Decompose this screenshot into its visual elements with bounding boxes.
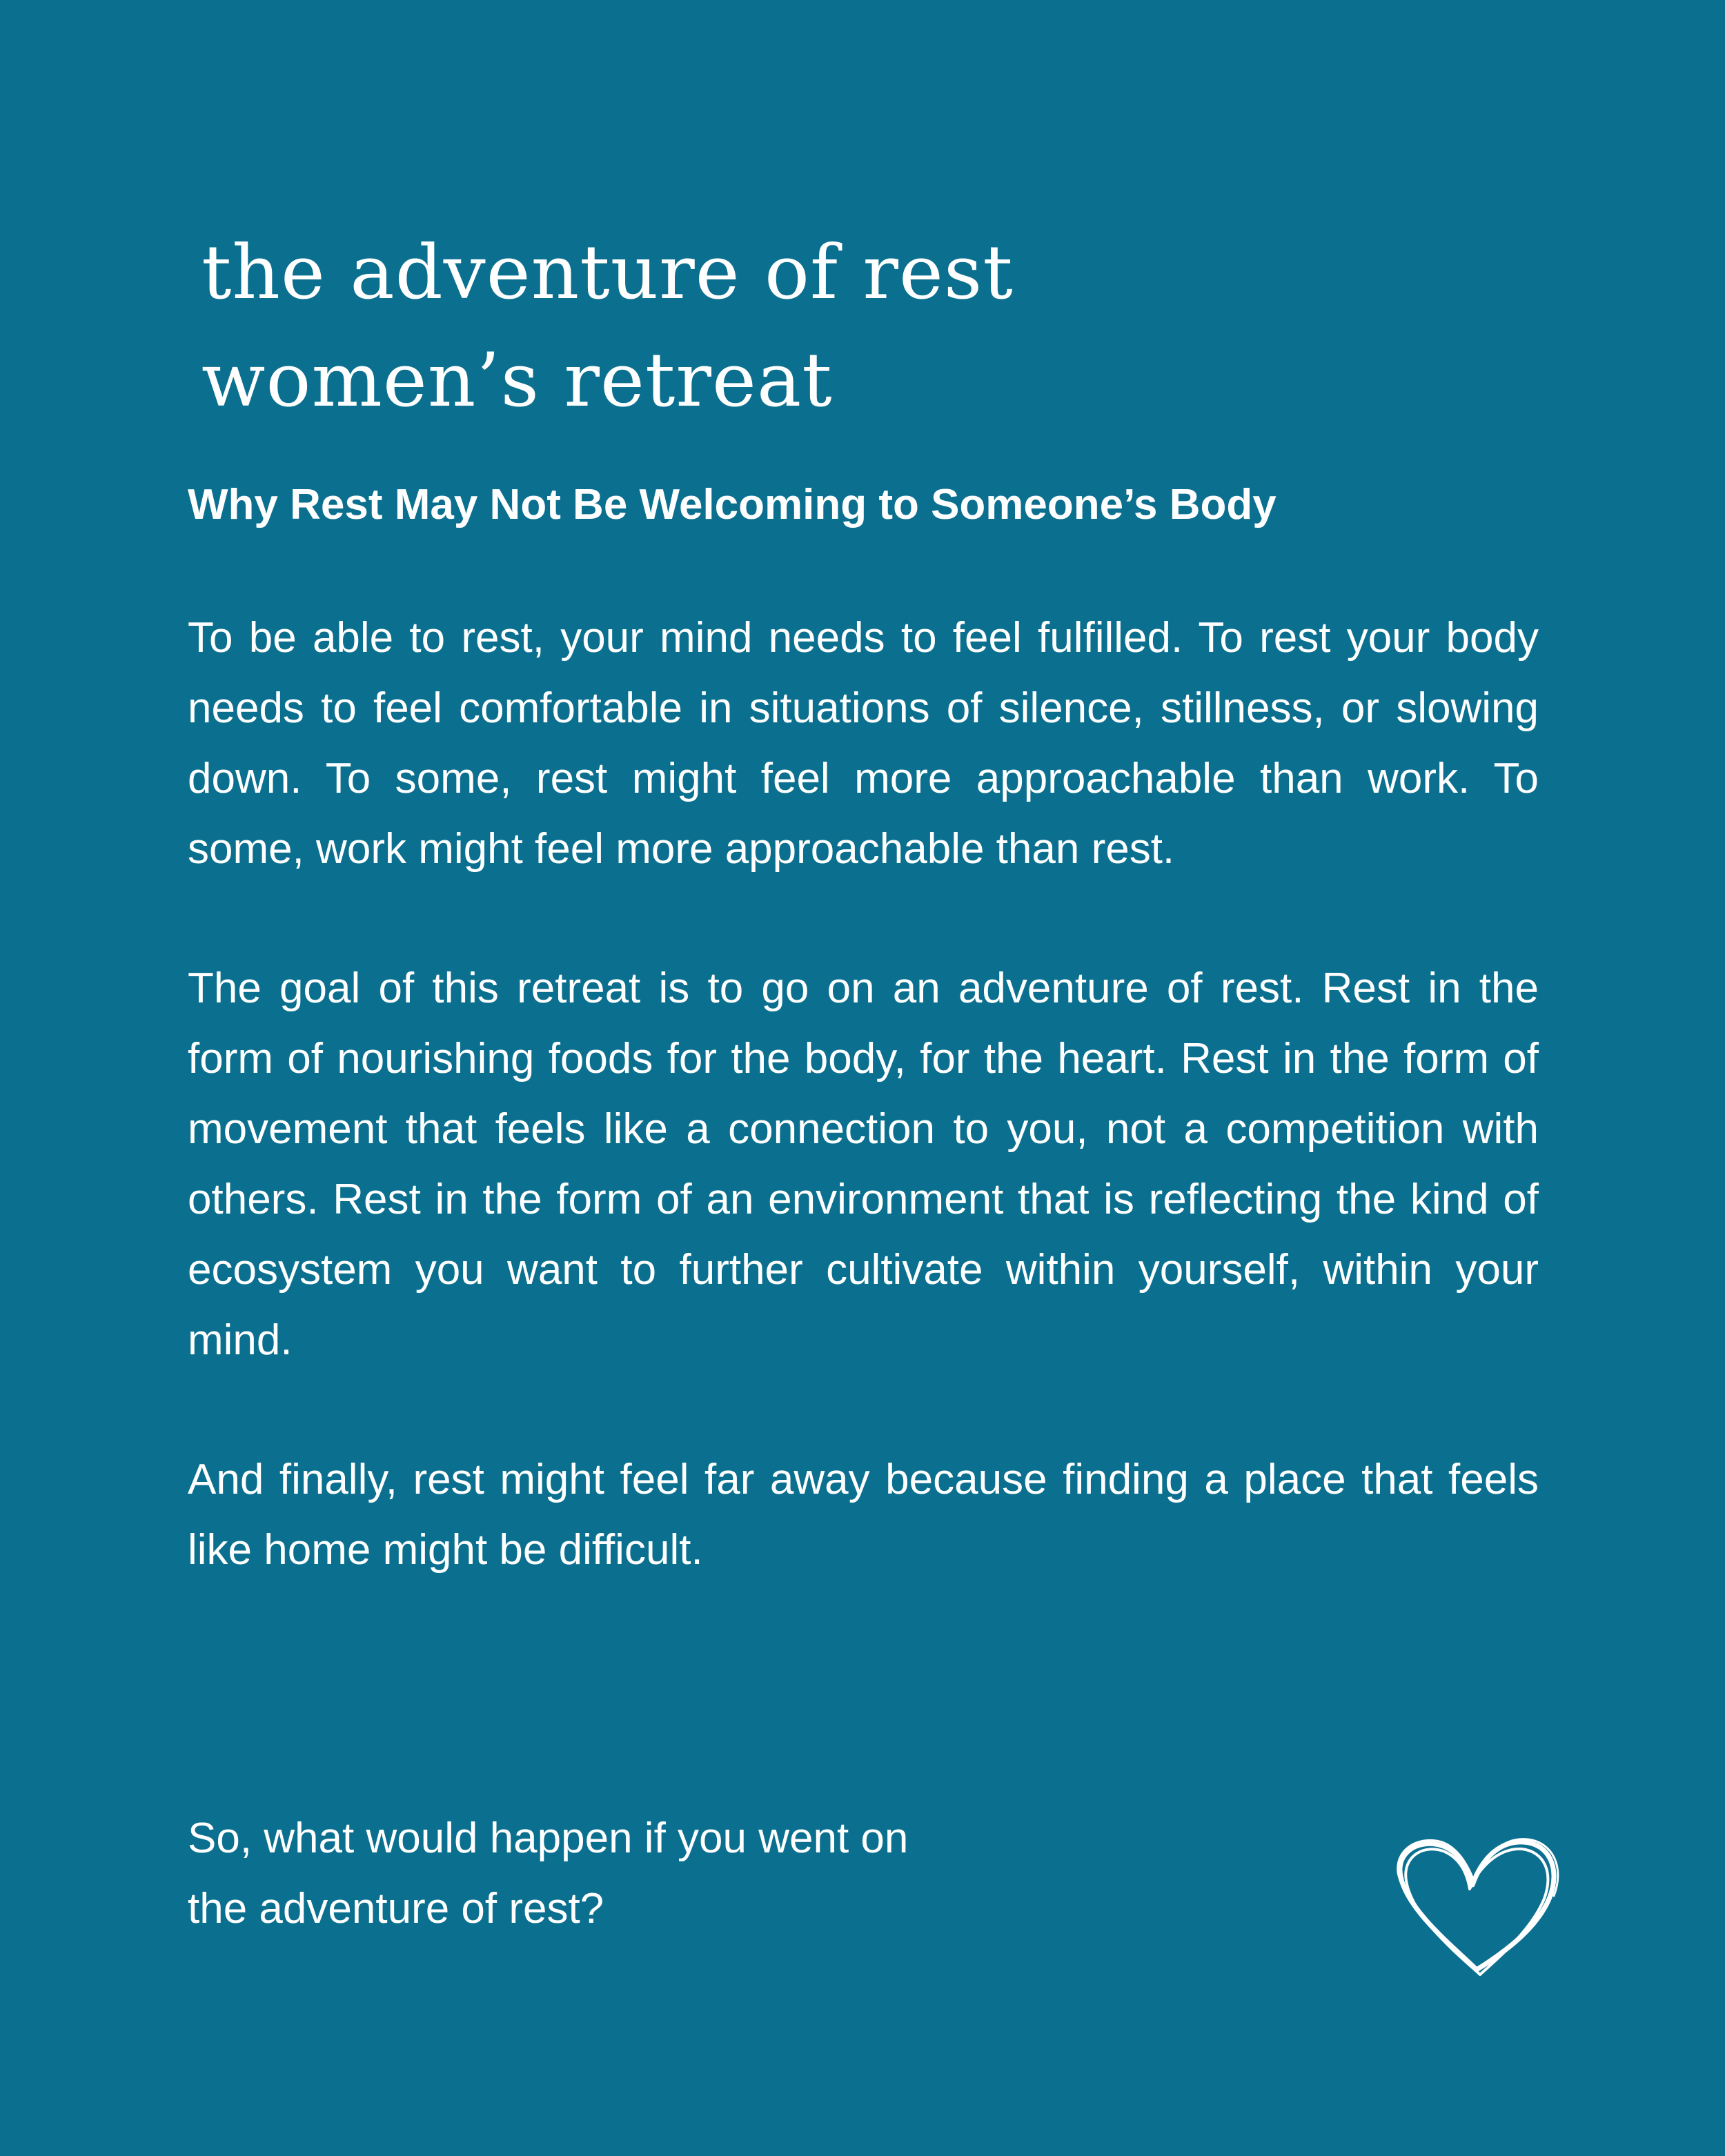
- heart-icon: [1380, 1828, 1566, 1994]
- body-content: [188, 476, 1539, 1654]
- closing-question: [188, 1803, 1223, 1944]
- title-line-1: the adventure of rest: [201, 230, 1014, 316]
- title-line-2: women’s retreat: [201, 337, 833, 424]
- section-heading: Why Rest May Not Be Welcoming to Someone’s Body: [188, 481, 1276, 528]
- page-title: [201, 219, 1374, 435]
- paragraph-1: To be able to rest, your mind needs to feel fulfilled. To rest your body needs to feel comfortable in situations of silence, stillness, or slowing down. To some, rest might feel more approachable than work. To some, work might feel more approachable than rest.: [188, 614, 1539, 873]
- paragraph-2: The goal of this retreat is to go on an adventure of rest. Rest in the form of nourishing foods for the body, for the heart. Rest in the form of movement that feels like a connection to you, not a competition with others. Rest in the form of an environment that is reflecting the kind of ecosystem you want to further cultivate within yourself, within your mind.: [188, 965, 1539, 1364]
- closing-line-2: the adventure of rest?: [188, 1885, 604, 1932]
- closing-line-1: So, what would happen if you went on: [188, 1814, 909, 1862]
- paragraph-3: And finally, rest might feel far away because finding a place that feels like home might be difficult.: [188, 1456, 1539, 1574]
